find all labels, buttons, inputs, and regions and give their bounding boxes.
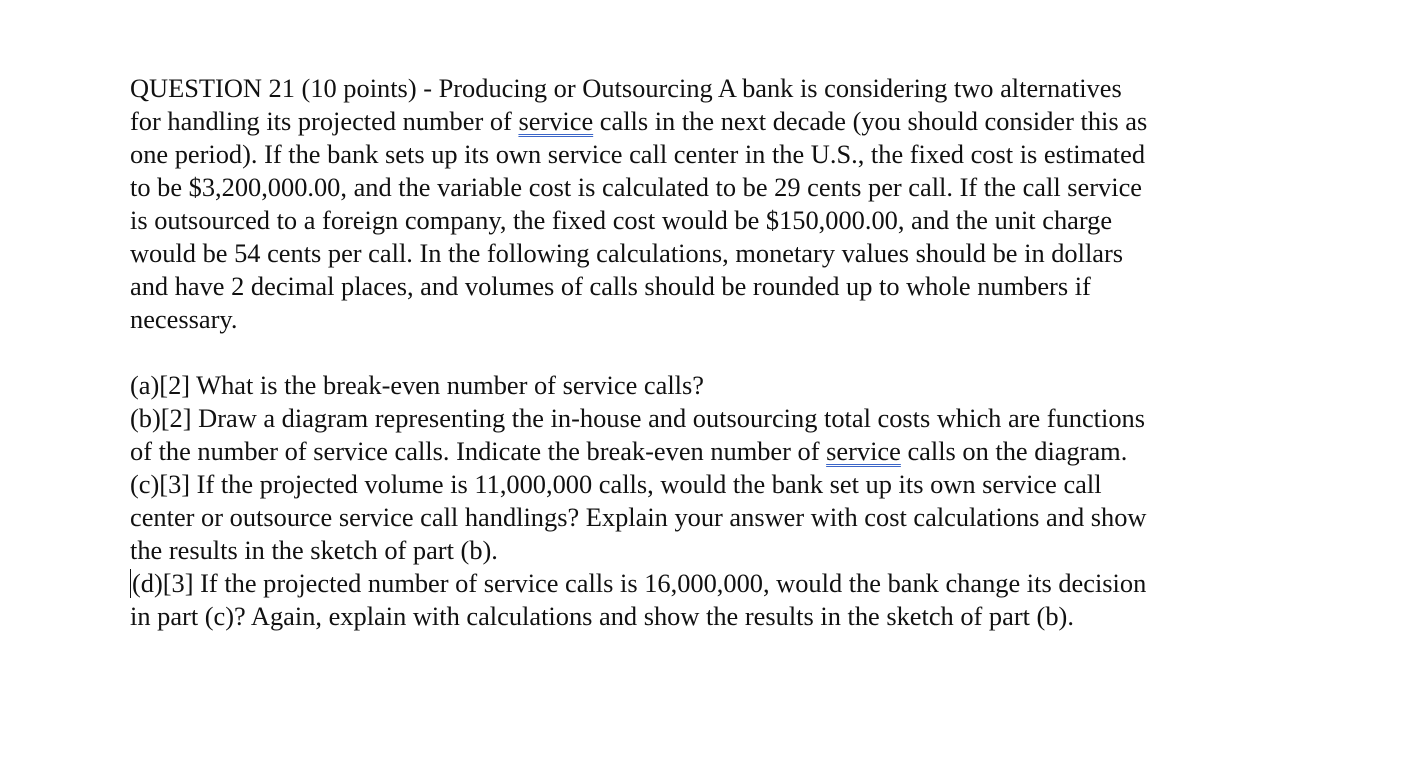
question-header: QUESTION 21 (10 points) - Producing or Outsourcing [130,73,713,103]
question-line-1: QUESTION 21 (10 points) - Producing or Outsourcing A bank is considering two alternatives [130,73,1122,103]
part-c-line-1: (c)[3] If the projected volume is 11,000,000 calls, would the bank set up its own service call [130,469,1102,499]
question-line-7: and have 2 decimal places, and volumes of calls should be rounded up to whole numbers if [130,271,1091,301]
question-line-6: would be 54 cents per call. In the following calculations, monetary values should be in dollars [130,238,1124,268]
question-line-8: necessary. [130,304,238,334]
spelling-squiggle-service-2[interactable]: service [826,436,901,466]
text-cursor [130,569,131,598]
part-b-line-2: of the number of service calls. Indicate the break-even number of service calls on the diagram. [130,436,1128,466]
part-a: (a)[2] What is the break-even number of service calls? [130,370,704,400]
blank-line [130,336,1240,369]
question-line-4: to be $3,200,000.00, and the variable cost is calculated to be 29 cents per call. If the call service [130,172,1143,202]
part-c-line-3: the results in the sketch of part (b). [130,535,498,565]
document-body[interactable] [130,72,1240,633]
question-line-3: one period). If the bank sets up its own service call center in the U.S., the fixed cost is estimated [130,139,1146,169]
part-c-line-2: center or outsource service call handlings? Explain your answer with cost calculations and show [130,502,1147,532]
part-d-line-1: (d)[3] If the projected number of service calls is 16,000,000, would the bank change its decision [132,568,1147,598]
question-line-2: for handling its projected number of service calls in the next decade (you should consider this as [130,106,1148,136]
part-d-line-2: in part (c)? Again, explain with calculations and show the results in the sketch of part (b). [130,601,1074,631]
part-b-line-1: (b)[2] Draw a diagram representing the in-house and outsourcing total costs which are functions [130,403,1145,433]
question-line-5: is outsourced to a foreign company, the fixed cost would be $150,000.00, and the unit charge [130,205,1113,235]
spelling-squiggle-service[interactable]: service [518,106,594,136]
